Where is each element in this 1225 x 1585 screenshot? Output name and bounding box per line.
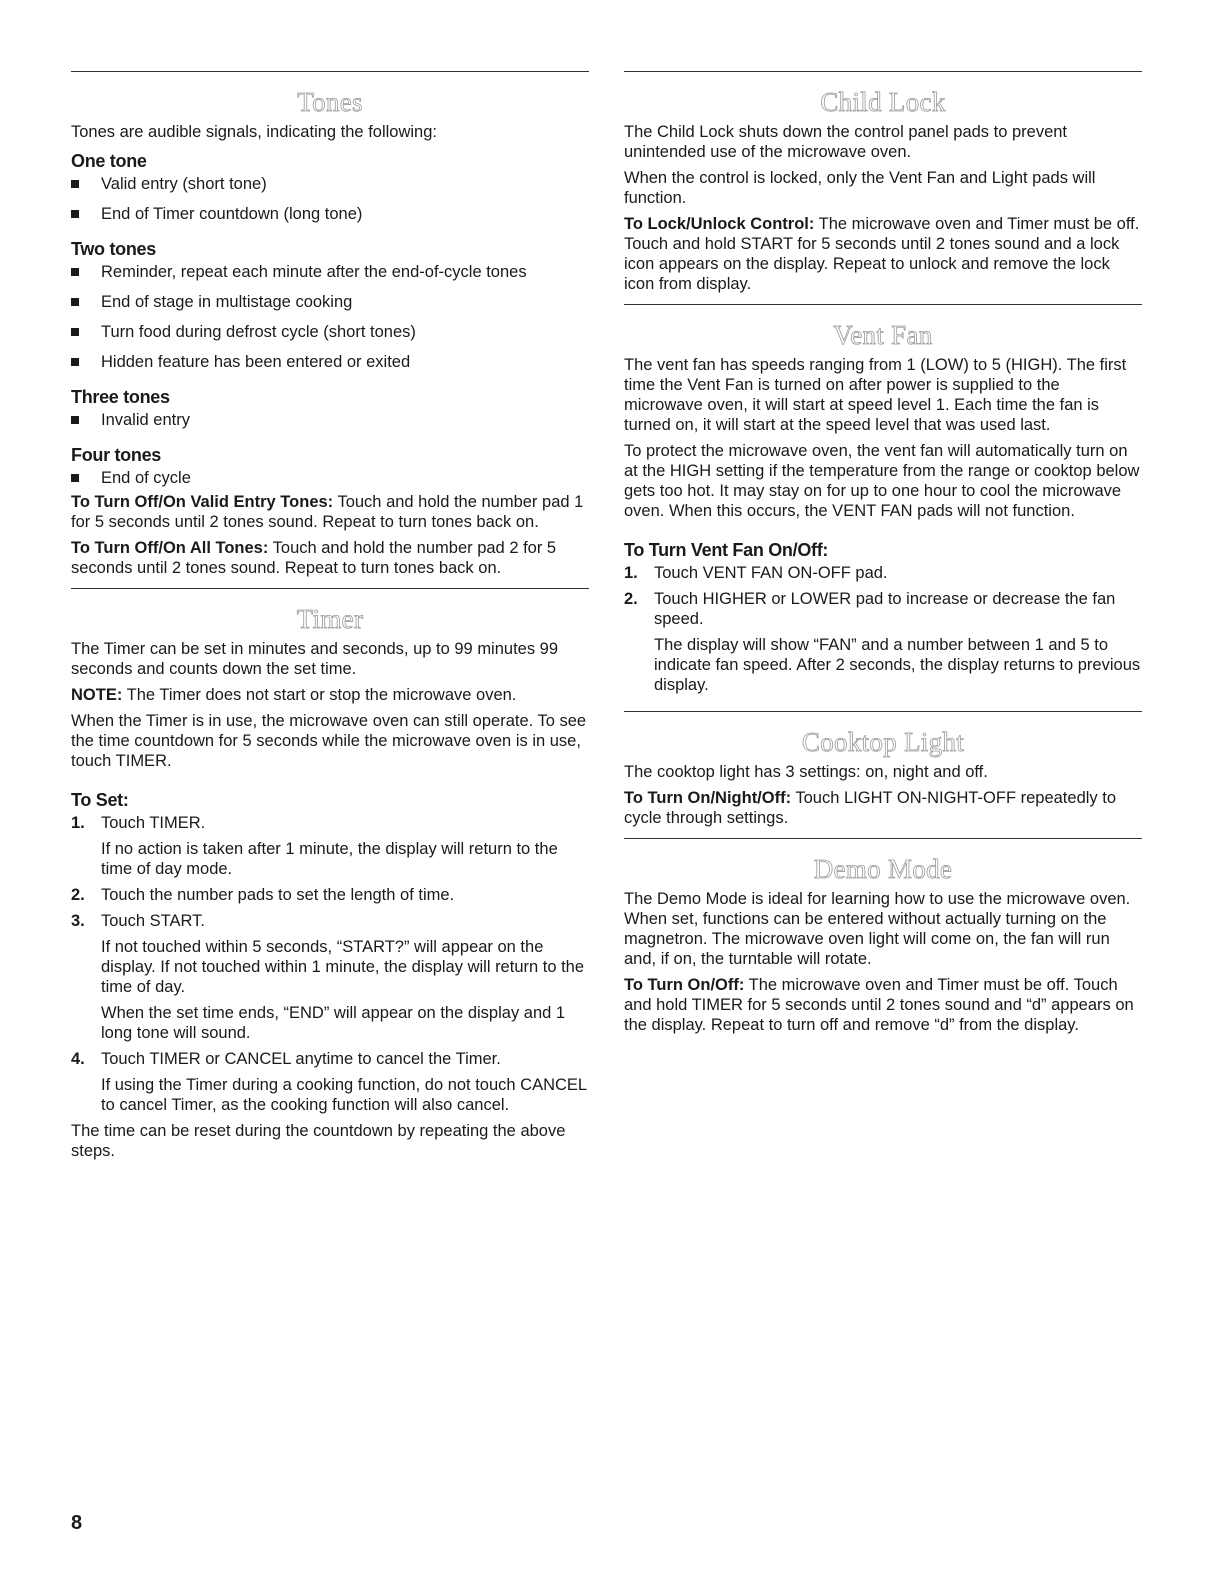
vent-fan-p2: To protect the microwave oven, the vent fan will automatically turn on at the HIGH setting if the temperature from the range or cooktop below gets too hot. It may stay on for up to one hour to cool the microwave oven. When this occurs, the VENT FAN pads will not function. <box>624 442 1140 520</box>
cooktop-light-instructions <box>624 788 1142 828</box>
demo-mode-p1: The Demo Mode is ideal for learning how to use the microwave oven. When set, functions can be entered without actually turning on the magnetron. The microwave oven light will come on, the fan will run and, if on, the turntable will rotate. <box>624 890 1131 968</box>
step-note: When the set time ends, “END” will appear on the display and 1 long tone will sound. <box>101 1004 566 1042</box>
step-item <box>71 911 589 1043</box>
list-item: Valid entry (short tone) <box>71 174 589 194</box>
cooktop-light-text: Touch LIGHT ON-NIGHT-OFF repeatedly to cycle through settings. <box>624 789 1117 827</box>
step-note: If no action is taken after 1 minute, the display will return to the time of day mode. <box>101 840 558 878</box>
tones-title: Tones <box>297 87 363 117</box>
timer-note-label: NOTE: <box>71 686 123 704</box>
step-number: 2. <box>71 886 85 904</box>
valid-tones-paragraph <box>71 492 589 532</box>
timer-reset: The time can be reset during the countdown by repeating the above steps. <box>71 1122 566 1160</box>
tone-group-list <box>71 262 589 372</box>
list-item: Invalid entry <box>71 410 589 430</box>
child-lock-title: Child Lock <box>820 87 946 117</box>
timer-title: Timer <box>296 604 364 634</box>
step-note: If using the Timer during a cooking function, do not touch CANCEL to cancel Timer, as the cooking function will also cancel. <box>101 1076 587 1114</box>
tones-section <box>71 71 589 578</box>
list-item: End of stage in multistage cooking <box>71 292 589 312</box>
cooktop-light-section <box>624 711 1142 828</box>
tone-group-list <box>71 468 589 488</box>
list-item: Reminder, repeat each minute after the end-of-cycle tones <box>71 262 589 282</box>
step-text: Touch START. <box>101 912 205 930</box>
tone-group-list <box>71 174 589 224</box>
valid-tones-label: To Turn Off/On Valid Entry Tones: <box>71 493 334 511</box>
demo-mode-section <box>624 838 1142 1035</box>
step-text: Touch TIMER. <box>101 814 206 832</box>
step-item <box>71 885 589 905</box>
tones-intro: Tones are audible signals, indicating the following: <box>71 123 437 141</box>
tones-groups <box>71 150 589 488</box>
list-item: End of Timer countdown (long tone) <box>71 204 589 224</box>
timer-note <box>71 685 589 705</box>
all-tones-paragraph <box>71 538 589 578</box>
timer-intro: The Timer can be set in minutes and seconds, up to 99 minutes 99 seconds and counts down the set time. <box>71 640 559 678</box>
valid-tones-text: Touch and hold the number pad 1 for 5 seconds until 2 tones sound. Repeat to turn tones back on. <box>71 493 584 531</box>
step-item <box>624 563 1142 583</box>
tone-group-heading: One tone <box>71 151 147 171</box>
all-tones-label: To Turn Off/On All Tones: <box>71 539 269 557</box>
cooktop-light-label: To Turn On/Night/Off: <box>624 789 792 807</box>
cooktop-light-p1: The cooktop light has 3 settings: on, night and off. <box>624 763 988 781</box>
vent-fan-steps <box>624 563 1142 695</box>
tone-group-heading: Two tones <box>71 239 156 259</box>
child-lock-label: To Lock/Unlock Control: <box>624 215 815 233</box>
child-lock-text: The microwave oven and Timer must be off. Touch and hold START for 5 seconds until 2 tones sound and a lock icon appears on the display. Repeat to unlock and remove the lock icon from display. <box>624 215 1140 293</box>
demo-mode-instructions <box>624 975 1142 1035</box>
step-text: Touch TIMER or CANCEL anytime to cancel the Timer. <box>101 1050 501 1068</box>
step-text: Touch the number pads to set the length of time. <box>101 886 455 904</box>
list-item: End of cycle <box>71 468 589 488</box>
step-number: 4. <box>71 1050 85 1068</box>
vent-fan-p1: The vent fan has speeds ranging from 1 (LOW) to 5 (HIGH). The first time the Vent Fan is turned on after power is supplied to the microwave oven, it will start at speed level 1. Each time the fan is turned on, it will start at the speed level that was used last. <box>624 356 1127 434</box>
step-item <box>71 1049 589 1115</box>
list-item: Hidden feature has been entered or exited <box>71 352 589 372</box>
step-item <box>624 589 1142 695</box>
list-item: Turn food during defrost cycle (short tones) <box>71 322 589 342</box>
tone-group-heading: Four tones <box>71 445 161 465</box>
timer-section <box>71 588 589 1161</box>
step-number: 2. <box>624 590 638 608</box>
tone-group-heading: Three tones <box>71 387 170 407</box>
demo-mode-label: To Turn On/Off: <box>624 976 745 994</box>
step-text: Touch VENT FAN ON-OFF pad. <box>654 564 888 582</box>
step-number: 3. <box>71 912 85 930</box>
child-lock-section <box>624 71 1142 294</box>
step-item <box>71 813 589 879</box>
vent-fan-heading: To Turn Vent Fan On/Off: <box>624 540 829 560</box>
step-note: If not touched within 5 seconds, “START?” will appear on the display. If not touched within 1 minute, the display will return to the time of day. <box>101 938 585 996</box>
vent-fan-section <box>624 304 1142 695</box>
timer-in-use: When the Timer is in use, the microwave oven can still operate. To see the time countdown for 5 seconds while the microwave oven is in use, touch TIMER. <box>71 712 587 770</box>
right-column <box>624 71 1142 1041</box>
timer-note-text: The Timer does not start or stop the microwave oven. <box>122 686 517 704</box>
step-text: Touch HIGHER or LOWER pad to increase or decrease the fan speed. <box>654 590 1116 628</box>
page-number: 8 <box>71 1512 83 1534</box>
demo-mode-title: Demo Mode <box>813 854 953 884</box>
tone-group-list <box>71 410 589 430</box>
child-lock-instructions <box>624 214 1142 294</box>
step-note: The display will show “FAN” and a number between 1 and 5 to indicate fan speed. After 2 seconds, the display returns to previous display. <box>654 636 1141 694</box>
child-lock-p1: The Child Lock shuts down the control panel pads to prevent unintended use of the microwave oven. <box>624 123 1068 161</box>
step-number: 1. <box>71 814 85 832</box>
cooktop-light-title: Cooktop Light <box>801 727 965 757</box>
child-lock-p2: When the control is locked, only the Vent Fan and Light pads will function. <box>624 169 1096 207</box>
all-tones-text: Touch and hold the number pad 2 for 5 seconds until 2 tones sound. Repeat to turn tones back on. <box>71 539 557 577</box>
left-column <box>71 71 589 1167</box>
timer-steps <box>71 813 589 1115</box>
vent-fan-title: Vent Fan <box>833 320 933 350</box>
to-set-heading: To Set: <box>71 790 129 810</box>
demo-mode-text: The microwave oven and Timer must be off. Touch and hold TIMER for 5 seconds until 2 tones sound and “d” appears on the display. Repeat to turn off and remove “d” from the display. <box>624 976 1134 1034</box>
step-number: 1. <box>624 564 638 582</box>
